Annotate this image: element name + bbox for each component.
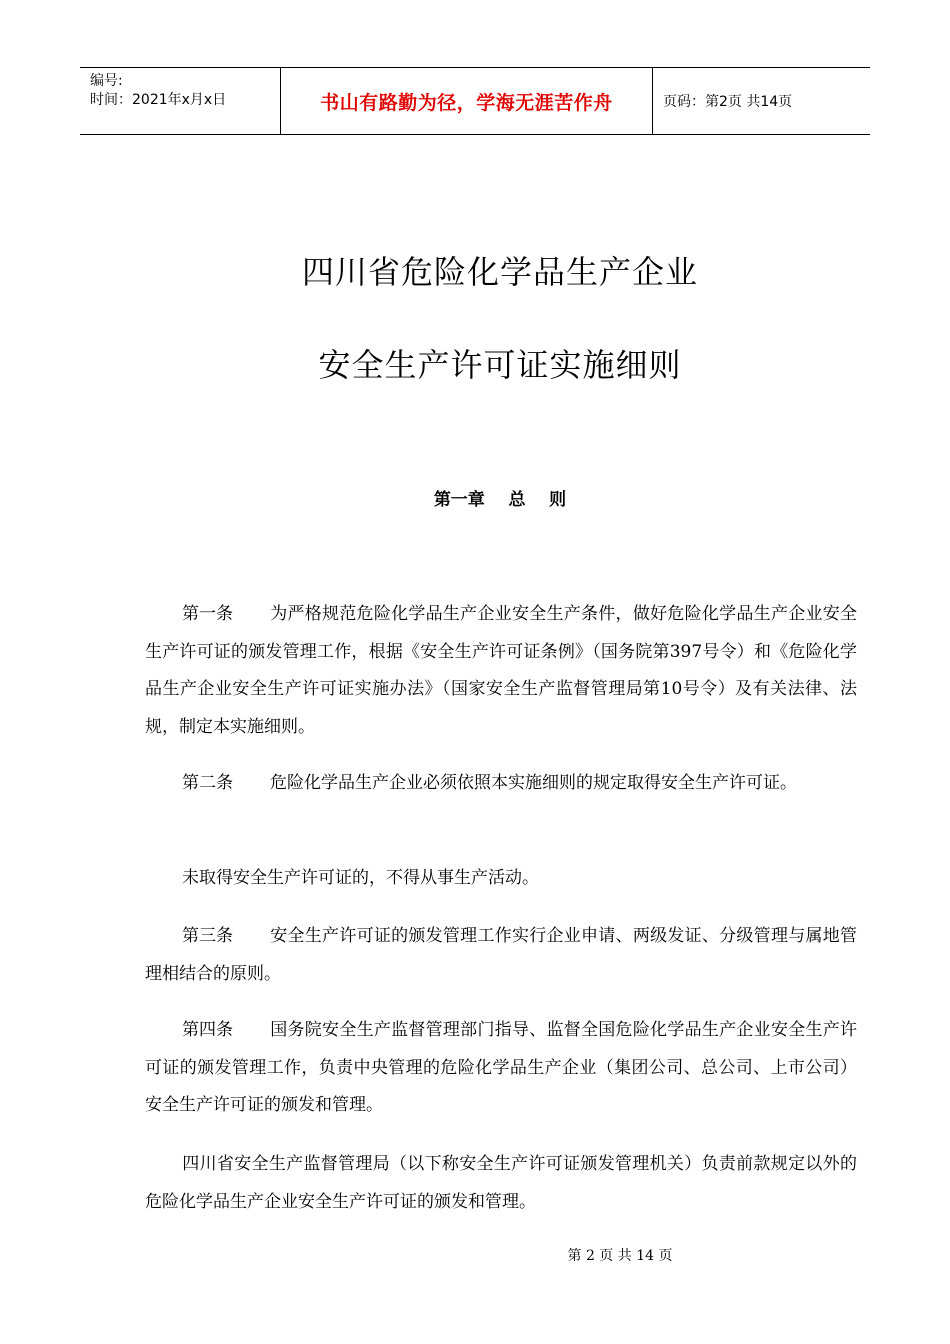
chapter-heading: 第一章 总 则 (433, 490, 567, 510)
article-paragraph (145, 860, 857, 898)
article-text: 安全生产许可证的颁发管理工作实行企业申请、两级发证、分级管理与属地管理相结合的原则。 (145, 926, 857, 984)
article-number: 第二条 (182, 773, 233, 793)
article-paragraph (145, 596, 857, 746)
article-text: 危险化学品生产企业必须依照本实施细则的规定取得安全生产许可证。 (270, 773, 797, 793)
document-time-label: 时间：2021年x月x日 (90, 92, 227, 108)
article-paragraph (145, 1012, 857, 1125)
document-title-line-2: 安全生产许可证实施细则 (318, 346, 682, 384)
article-paragraph (145, 918, 857, 993)
article-paragraph (145, 1146, 857, 1221)
article-paragraph (145, 765, 857, 803)
article-text: 四川省安全生产监督管理局（以下称安全生产许可证颁发管理机关）负责前款规定以外的危险化学品生产企业安全生产许可证的颁发和管理。 (145, 1154, 857, 1212)
header-meta-cell (80, 68, 281, 134)
article-text: 为严格规范危险化学品生产企业安全生产条件，做好危险化学品生产企业安全生产许可证的颁发管理工作，根据《安全生产许可证条例》（国务院第397号令）和《危险化学品生产企业安全生产许可证实施办法》（国家安全生产监督管理局第10号令）及有关法律、法规，制定本实施细则。 (145, 604, 857, 737)
header-page-info: 页码：第2页 共14页 (663, 94, 793, 110)
document-header (80, 67, 870, 135)
page-footer: 第 2 页 共 14 页 (567, 1248, 673, 1264)
article-text: 国务院安全生产监督管理部门指导、监督全国危险化学品生产企业安全生产许可证的颁发管理工作，负责中央管理的危险化学品生产企业（集团公司、总公司、上市公司）安全生产许可证的颁发和管理。 (145, 1020, 857, 1115)
article-text: 未取得安全生产许可证的，不得从事生产活动。 (182, 868, 539, 888)
header-motto: 书山有路勤为径，学海无涯苦作舟 (281, 68, 653, 134)
article-number: 第四条 (182, 1020, 233, 1040)
document-title-line-1: 四川省危险化学品生产企业 (301, 253, 698, 291)
article-number: 第一条 (182, 604, 233, 624)
document-number-label: 编号: (90, 73, 123, 89)
article-number: 第三条 (182, 926, 233, 946)
